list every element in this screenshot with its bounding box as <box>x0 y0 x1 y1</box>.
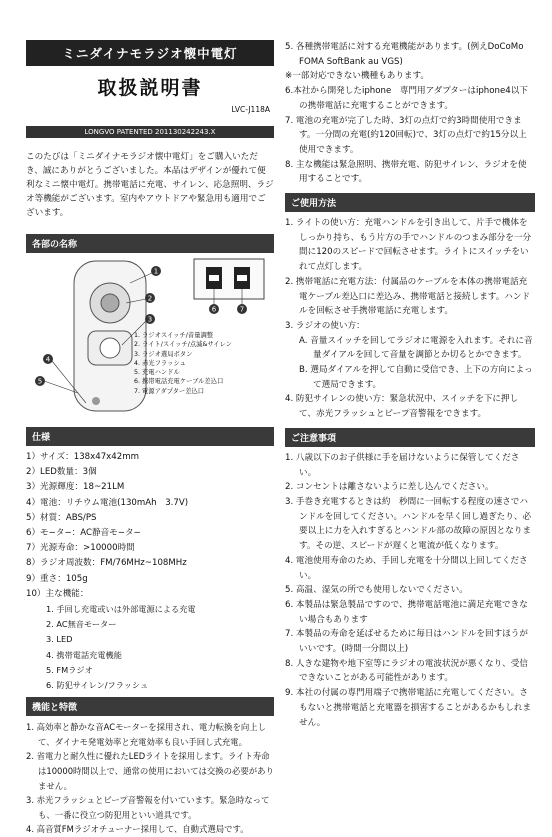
spec-item: 2）LED数量：3個 <box>26 467 97 478</box>
spec-item: 10）主な機能： <box>26 588 89 599</box>
feature-item: 5. 各種携帯電話に対する充電機能があります。(例えDoCoMo FOMA SoftBank au VGS) <box>285 42 524 67</box>
spec-item: 5）材質：ABS/PS <box>26 512 97 523</box>
function-item: 3. LED <box>46 634 73 645</box>
caution-item: 6. 本製品は緊急製品ですので、携帯電話電池に満足充電できない場合もあります <box>285 599 528 625</box>
function-item: 5. FMラジオ <box>46 664 93 675</box>
intro-text: このたびは「ミニダイナモラジオ懐中電灯」をご購入いただき、誠にありがとうございました。本品はデザインが優れて便利なミニ懐中電灯。携帯電話に充電、サイレン、応急照明、ラジオ等機能がございます。室内やアウトドアや緊急用も適用でございます。 <box>26 152 274 218</box>
part-label: 1. ラジオスイッチ/音量調整 <box>134 332 214 339</box>
marker-6: 6 <box>211 305 217 314</box>
section-parts-heading: 各部の名称 <box>26 234 274 253</box>
caution-list <box>285 451 535 730</box>
caution-item: 2. コンセントは離さないように差し込んでください。 <box>285 482 494 493</box>
caution-item: 1. 八歳以下のお子供様に手を届けないように保管してください。 <box>285 452 520 478</box>
spec-item: 9）重さ：105g <box>26 573 88 584</box>
feature-item: 6.本社から開発したiphone 専門用アダプターはiphone4以下の携帯電話に充電することができます。 <box>285 86 528 111</box>
part-label: 5. 充電ハンドル <box>134 369 180 377</box>
caution-item: 8. 人きな建物や地下室等にラジオの電波状況が悪くなり、受信できないことがある可能性があります。 <box>285 658 528 684</box>
feature-item: 8. 主な機能は緊急照明、携帯充電、防犯サイレン、ラジオを使用することです。 <box>285 159 527 185</box>
marker-5: 5 <box>37 377 43 386</box>
caution-item: 4. 電池使用寿命のため、手回し充電を十分間以上回してください。 <box>285 555 528 581</box>
function-item: 2. AC無音モーター <box>46 619 117 630</box>
caution-item: 3. 手巻き充電するときは約 秒間に一回転する程度の速さでハンドルを回してください。ハンドルを早く回し過ぎたり、必要以上に力を入れすぎるとハンドル部の故障の原因となります。その逆、スピードが遅くと電流が低くなります。 <box>285 496 532 552</box>
part-label: 6. 携帯電話充電ケーブル差込口 <box>134 378 224 386</box>
parts-diagram <box>26 253 274 423</box>
section-specs-heading: 仕様 <box>26 427 274 446</box>
part-label: 7. 電源アダプター差込口 <box>134 387 205 395</box>
function-item: 4. 携帯電話充電機能 <box>46 649 122 660</box>
spec-item: 6）モ−タ−：AC静音モ−タ− <box>26 528 141 539</box>
parts-list <box>134 331 232 396</box>
feature-item: 3. 赤光フラッシュとビープ音警報を付いています。緊急時なっても、一番に役立つ防犯用といい道具です。 <box>26 795 270 820</box>
spec-list <box>26 450 274 693</box>
patent-bar: LONGVO PATENTED 201130242243.X <box>26 126 274 138</box>
section-usage-heading: ご使用方法 <box>285 193 535 212</box>
usage-item: 4. 防犯サイレンの使い方：緊急状況中、スイッチを下に押して、赤光フラッシュとビープ音警報をできます。 <box>285 394 519 420</box>
spec-item: 7）光源寿命：>10000時間 <box>26 543 135 554</box>
part-label: 4. 赤光フラッシュ <box>134 359 186 367</box>
usage-item: 2. 携帯電話に充電方法：付属品のケーブルを本体の携帯電話充電ケーブル差込口に差込み、携帯電話と接続します。ハンドルを回転させ手携帯電話に充電します。 <box>285 276 531 317</box>
section-cautions-heading: ご注意事項 <box>285 428 535 447</box>
marker-7: 7 <box>239 305 245 314</box>
usage-item: 1. ライトの使い方：充電ハンドルを引き出して、片手で機体をしっかり持ち、もう片方の手でハンドルのつまみ部分を一分間に120のスピードで回転させます。ライトにスイッチをいれて点灯します。 <box>285 218 532 273</box>
usage-subitem: B. 選局ダイアルを押して自動に受信でき、上下の方向によって選局できます。 <box>299 365 533 390</box>
marker-3: 3 <box>147 315 153 324</box>
caution-item: 9. 本社の付属の専門用端子で携帯電話に充電してください。さもないと携帯電話と充電器を損害することがあるかもしれません。 <box>285 688 532 728</box>
features-continued <box>285 40 535 187</box>
feature-note: ※一部対応できない機種もあります。 <box>285 71 430 82</box>
usage-subitem: A. 音量スイッチを回してラジオに電源を入れます。それに音量ダイアルを回して音量を調節とか切るとかできます。 <box>299 335 533 361</box>
marker-1: 1 <box>153 267 159 276</box>
caution-item: 5. 高温、湿気の所でも使用しないでください。 <box>285 585 468 596</box>
spec-item: 1）サイズ：138x47x42mm <box>26 452 139 462</box>
left-column <box>26 0 274 837</box>
usage-list <box>285 216 535 422</box>
model-number: LVC-J118A <box>231 105 270 114</box>
part-label: 2. ライト/スイッチ/点滅&サイレン <box>134 341 232 349</box>
caution-item: 7. 本製品の寿命を延ばせるために毎日はハンドルを回すほうがいいです。(時間一分間以上) <box>285 629 528 655</box>
marker-2: 2 <box>147 294 153 303</box>
section-features-heading: 機能と特徴 <box>26 697 274 716</box>
marker-4: 4 <box>45 355 51 364</box>
usage-item: 3. ラジオの使い方： <box>285 320 365 331</box>
function-item: 1. 手回し充電或いは外部電源による充電 <box>46 604 196 615</box>
function-item: 6. 防犯サイレン/フラッシュ <box>46 680 149 691</box>
right-column <box>285 0 535 730</box>
spec-item: 3）光源輝度：18~21LM <box>26 482 125 493</box>
spec-item: 8）ラジオ周波数：FM/76MHz~108MHz <box>26 558 187 569</box>
part-label: 3. ラジオ選局ボタン <box>134 350 193 358</box>
feature-item: 1. 高効率と静かな音ACモーターを採用され、電力転換を向上して、ダイナモ発電効率と充電効率も良い手回し式充電。 <box>26 722 266 747</box>
page-title: 取扱説明書 <box>97 77 203 99</box>
feature-item: 2. 省電力と耐久性に優れたLEDライトを採用します。ライト寿命は10000時間以上で、通常の使用においては交換の必要がありません。 <box>26 751 274 791</box>
feature-item: 4. 高音質FMラジオチューナー採用して、自動式選局です。 <box>26 824 249 835</box>
feature-item: 7. 電池の充電が完了した時、3灯の点灯で約3時間使用できます。一分間の充電(約120回転)で、3灯の点灯で約15分以上使用できます。 <box>285 115 527 155</box>
product-banner: ミニダイナモラジオ懐中電灯 <box>26 40 274 66</box>
spec-item: 4）電池：リチウム電池(130mAh 3.7V) <box>26 497 189 508</box>
feature-list <box>26 720 274 837</box>
